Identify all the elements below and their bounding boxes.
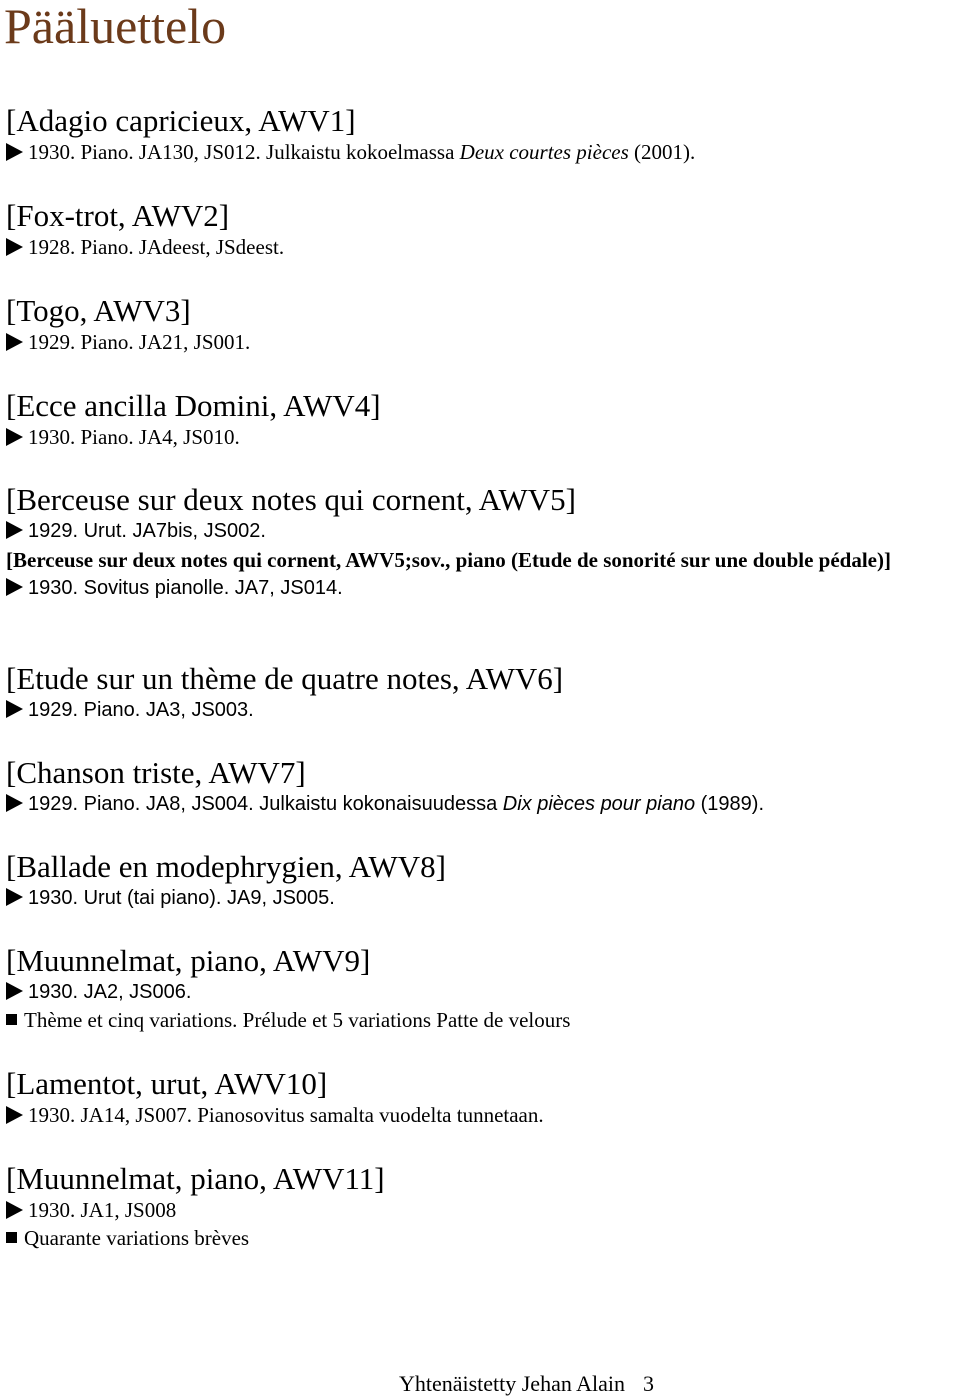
- page-number: 3: [643, 1371, 654, 1396]
- catalog-entry: [6, 662, 960, 724]
- triangle-bullet-icon: [6, 578, 23, 596]
- triangle-bullet-icon: [6, 1106, 23, 1124]
- footer-text: Yhtenäistetty Jehan Alain: [398, 1371, 625, 1396]
- catalog-entry: [6, 756, 960, 818]
- square-bullet-icon: [6, 1014, 17, 1025]
- catalog-entry: [6, 1067, 960, 1129]
- entry-title: [Berceuse sur deux notes qui cornent, AWV5]: [6, 482, 576, 517]
- catalog-entry: [6, 199, 960, 261]
- catalog-entry: [6, 850, 960, 912]
- entry-detail: 1929. Urut. JA7bis, JS002.: [6, 517, 960, 545]
- entry-detail: 1930. Sovitus pianolle. JA7, JS014.: [6, 574, 960, 602]
- catalog-entry: [6, 944, 960, 1034]
- catalog-entry: [6, 483, 960, 545]
- entry-detail: 1929. Piano. JA8, JS004. Julkaistu kokonaisuudessa Dix pièces pour piano (1989).: [6, 790, 960, 818]
- catalog-entry: [6, 547, 960, 602]
- entry-title: [Muunnelmat, piano, AWV9]: [6, 943, 371, 978]
- triangle-bullet-icon: [6, 428, 23, 446]
- entry-detail: 1930. JA2, JS006.: [6, 978, 960, 1006]
- entry-detail: 1930. JA14, JS007. Pianosovitus samalta vuodelta tunnetaan.: [6, 1101, 960, 1129]
- catalog-entry: [6, 294, 960, 356]
- entry-title: [Ecce ancilla Domini, AWV4]: [6, 388, 381, 423]
- entry-detail: 1930. Piano. JA4, JS010.: [6, 423, 960, 451]
- entry-title: [Ballade en modephrygien, AWV8]: [6, 849, 446, 884]
- page-footer: [399, 1370, 654, 1398]
- triangle-bullet-icon: [6, 700, 23, 718]
- entry-detail: 1929. Piano. JA21, JS001.: [6, 328, 960, 356]
- triangle-bullet-icon: [6, 143, 23, 161]
- entry-detail: 1928. Piano. JAdeest, JSdeest.: [6, 233, 960, 261]
- entry-detail: Thème et cinq variations. Prélude et 5 variations Patte de velours: [6, 1006, 960, 1034]
- triangle-bullet-icon: [6, 333, 23, 351]
- entry-title: [Adagio capricieux, AWV1]: [6, 103, 356, 138]
- entry-detail: 1930. Piano. JA130, JS012. Julkaistu kokoelmassa Deux courtes pièces (2001).: [6, 138, 960, 166]
- entry-title: [Berceuse sur deux notes qui cornent, AWV5;sov., piano (Etude de sonorité sur une double pédale)]: [6, 548, 891, 572]
- catalog-entry: [6, 1162, 960, 1252]
- entry-detail: 1929. Piano. JA3, JS003.: [6, 696, 960, 724]
- page-title: Pääluettelo: [4, 0, 227, 54]
- catalog-entry: [6, 389, 960, 451]
- entry-detail: Quarante variations brèves: [6, 1224, 960, 1252]
- triangle-bullet-icon: [6, 794, 23, 812]
- triangle-bullet-icon: [6, 238, 23, 256]
- catalog-entry: [6, 104, 960, 166]
- triangle-bullet-icon: [6, 521, 23, 539]
- triangle-bullet-icon: [6, 982, 23, 1000]
- entry-title: [Chanson triste, AWV7]: [6, 755, 306, 790]
- triangle-bullet-icon: [6, 888, 23, 906]
- entry-detail: 1930. Urut (tai piano). JA9, JS005.: [6, 884, 960, 912]
- entry-title: [Togo, AWV3]: [6, 293, 191, 328]
- entry-title: [Etude sur un thème de quatre notes, AWV6]: [6, 661, 564, 696]
- entry-title: [Muunnelmat, piano, AWV11]: [6, 1161, 385, 1196]
- triangle-bullet-icon: [6, 1201, 23, 1219]
- square-bullet-icon: [6, 1232, 17, 1243]
- entry-title: [Fox-trot, AWV2]: [6, 198, 230, 233]
- entry-title: [Lamentot, urut, AWV10]: [6, 1066, 328, 1101]
- entry-detail: 1930. JA1, JS008: [6, 1196, 960, 1224]
